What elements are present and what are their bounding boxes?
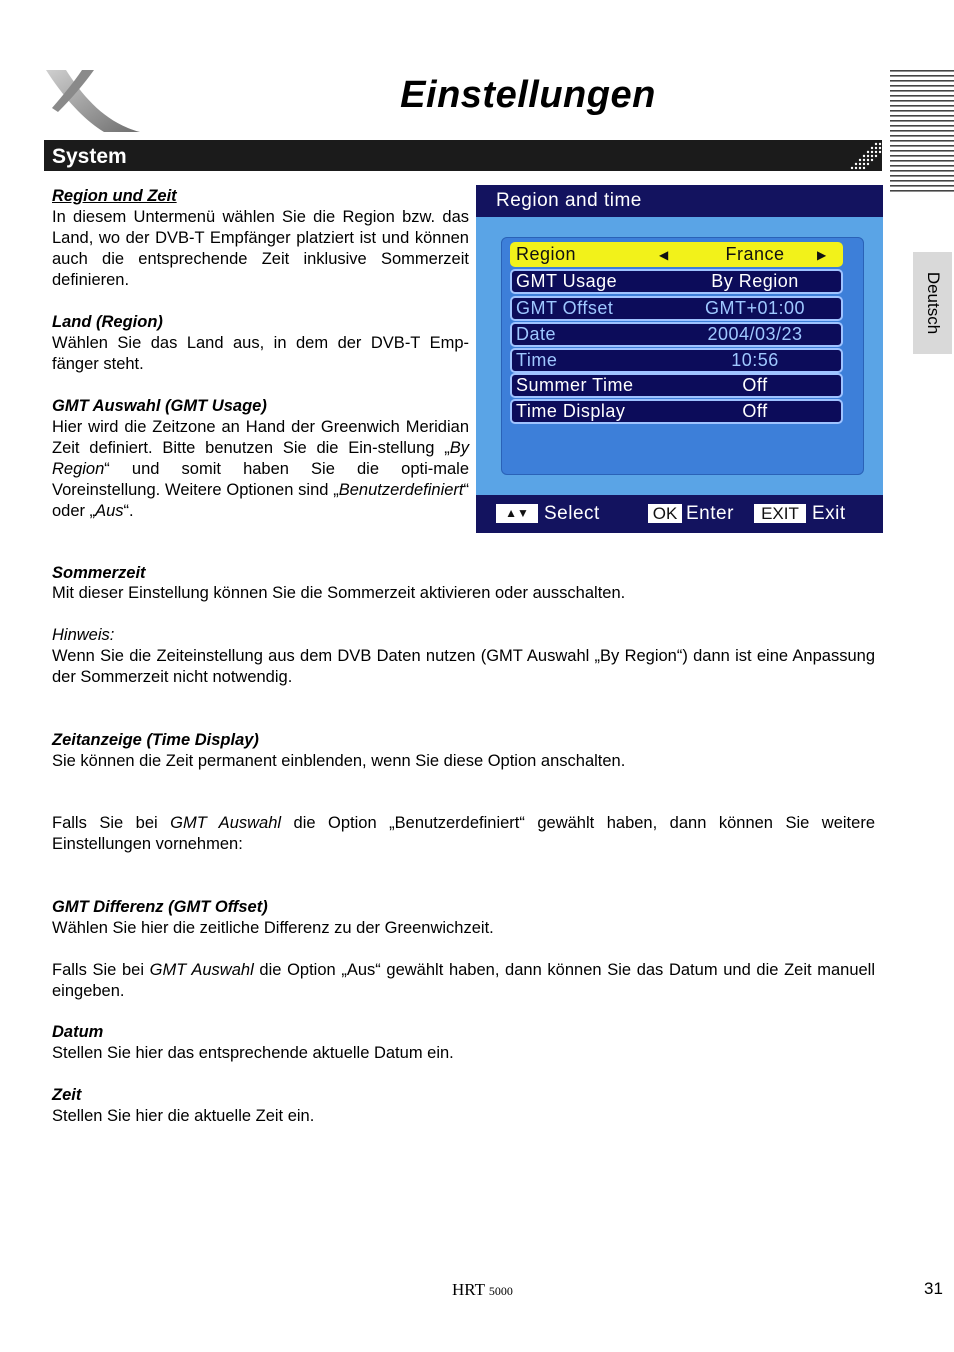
gmt-text-part: “ oder „ — [52, 481, 469, 520]
gmt-usage-title: GMT Auswahl (GMT Usage) — [52, 397, 267, 415]
tv-row-label: Summer Time — [516, 375, 634, 395]
gmt-offset-title: GMT Differenz (GMT Offset) — [52, 898, 268, 916]
gmt-text-emphasis: Aus — [95, 502, 124, 520]
sommerzeit-title: Sommerzeit — [52, 564, 146, 582]
exit-key-label: EXIT — [754, 504, 806, 523]
gmt-offset-text: Wählen Sie hier die zeitliche Differenz zu der Greenwichzeit. — [52, 919, 494, 937]
tv-row-value: Off — [742, 401, 768, 421]
text-emphasis: GMT Auswahl — [170, 814, 282, 832]
zeitanzeige-title: Zeitanzeige (Time Display) — [52, 731, 259, 749]
gmt-text-emphasis: Benutzerdefiniert — [338, 481, 464, 499]
region-text: In diesem Untermenü wählen Sie die Region bzw. das Land, wo der DVB-T Empfänger platziert ist und können auch die entsprechende Zeit inklusive Sommerzeit definieren. — [52, 208, 469, 289]
tv-row-value: France — [725, 244, 785, 264]
dot-pattern-icon — [842, 140, 882, 171]
land-title: Land (Region) — [52, 313, 163, 331]
tv-row-gmt-usage[interactable] — [510, 269, 843, 294]
hinweis-title: Hinweis: — [52, 626, 115, 644]
up-down-arrows-icon: ▲▼ — [496, 504, 538, 523]
tv-row-value: By Region — [711, 271, 799, 291]
land-text: Wählen Sie das Land aus, in dem der DVB-T Emp-fänger steht. — [52, 334, 469, 373]
tv-footer-bar — [476, 495, 883, 533]
tv-row-label: GMT Usage — [516, 271, 618, 291]
datum-title: Datum — [52, 1023, 104, 1041]
tv-row-region[interactable] — [510, 242, 843, 267]
text-emphasis: GMT Auswahl — [149, 961, 254, 979]
tv-row-value: GMT+01:00 — [704, 298, 806, 318]
tv-row-gmt-offset[interactable] — [510, 296, 843, 321]
tv-row-summer-time[interactable] — [510, 373, 843, 398]
zeit-text: Stellen Sie hier die aktuelle Zeit ein. — [52, 1107, 315, 1125]
text-part: Falls Sie bei — [52, 961, 150, 979]
tv-row-time[interactable] — [510, 348, 843, 373]
model-number: 5000 — [488, 1284, 513, 1298]
footer-brand — [452, 1280, 513, 1300]
gmt-text-part: “ und somit haben Sie die opti-male Voreinstellung. Weitere Optionen sind „ — [52, 460, 469, 499]
datum-text: Stellen Sie hier das entsprechende aktuelle Datum ein. — [52, 1044, 454, 1062]
select-hint: Select — [544, 503, 600, 524]
tv-row-label: Time — [516, 350, 558, 370]
tv-menu-panel — [476, 217, 883, 495]
section-title: System — [52, 145, 127, 168]
text-part: die Option „Benutzerdefiniert“ gewählt haben, dann können Sie weitere Einstellungen vornehmen: — [52, 814, 875, 853]
exit-hint: Exit — [812, 503, 846, 524]
tv-row-label: Region — [516, 244, 577, 264]
tv-row-time-display[interactable] — [510, 399, 843, 424]
gmt-text-part: “. — [123, 502, 134, 520]
section-bar — [44, 140, 882, 171]
falls-aus-text — [52, 960, 875, 1002]
arrow-right-icon: ▶ — [817, 248, 827, 262]
zeit-title: Zeit — [52, 1086, 82, 1104]
tv-row-date[interactable] — [510, 322, 843, 347]
gmt-text-part: Hier wird die Zeitzone an Hand der Greenwich Meridian Zeit definiert. Bitte benutzen Sie die Ein-stellung „ — [52, 418, 469, 457]
page-number: 31 — [924, 1279, 943, 1298]
language-tab-label: Deutsch — [923, 271, 943, 335]
enter-hint: Enter — [686, 503, 734, 524]
arrow-left-icon: ◀ — [659, 248, 669, 262]
tv-menu-list — [501, 237, 864, 475]
text-part: die Option „Aus“ gewählt haben, dann können Sie das Datum und die Zeit manuell eingeben. — [52, 961, 876, 1000]
ok-key-label: OK — [648, 504, 682, 523]
region-title: Region und Zeit — [52, 187, 177, 205]
zeitanzeige-text: Sie können die Zeit permanent einblenden, wenn Sie diese Option anschalten. — [52, 752, 626, 770]
tv-row-value: Off — [742, 375, 768, 395]
tv-row-label: Date — [516, 324, 557, 344]
decorative-stripes-icon — [890, 70, 954, 196]
tv-row-label: Time Display — [516, 401, 626, 421]
gmt-text-emphasis: By Region — [52, 439, 469, 478]
falls-benutzerdefiniert-text — [52, 813, 875, 855]
sommerzeit-text: Mit dieser Einstellung können Sie die Sommerzeit aktivieren oder ausschalten. — [52, 584, 626, 602]
tv-menu-title: Region and time — [496, 190, 642, 211]
page-title: Einstellungen — [400, 74, 656, 116]
brand-name: HRT — [452, 1280, 485, 1299]
text-part: Falls Sie bei — [52, 814, 171, 832]
tv-screenshot — [476, 185, 883, 533]
tv-row-value: 10:56 — [731, 350, 779, 370]
tv-row-label: GMT Offset — [516, 298, 614, 318]
language-tab — [913, 252, 952, 354]
gmt-usage-text — [52, 417, 469, 522]
hinweis-text: Wenn Sie die Zeiteinstellung aus dem DVB Daten nutzen (GMT Auswahl „By Region“) dann ist eine Anpassung der Sommerzeit nicht notwendig. — [52, 647, 875, 686]
tv-row-value: 2004/03/23 — [707, 324, 803, 344]
